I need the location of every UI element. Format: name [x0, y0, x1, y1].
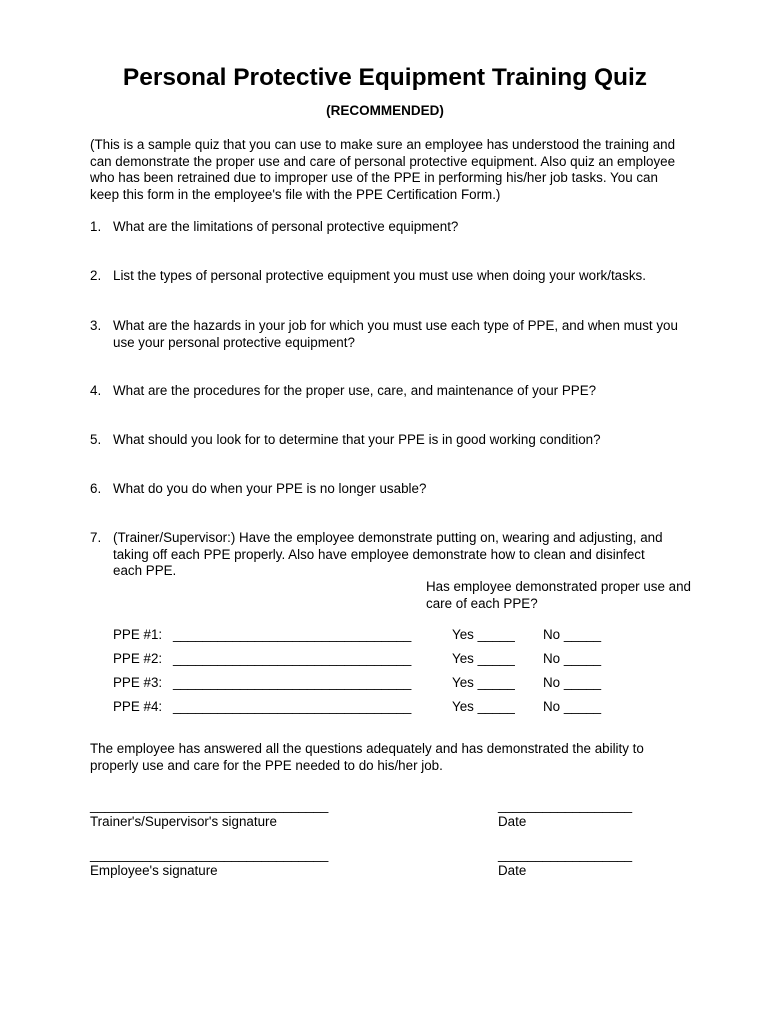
question-text: (Trainer/Supervisor:) Have the employee demonstrate putting on, wearing and adjusting, and taking off each PPE properly. Also have employee demonstrate how to clean and disinfect each PPE. [113, 530, 663, 578]
ppe-yes-field[interactable]: Yes _____ [452, 699, 515, 714]
ppe-yes-field[interactable]: Yes _____ [452, 651, 515, 666]
ppe-name-field[interactable]: ________________________________ [173, 651, 412, 666]
demo-question: Has employee demonstrated proper use and care of each PPE? [426, 579, 691, 611]
employee-signature-label: Employee's signature [90, 863, 218, 878]
question-text: What are the procedures for the proper use, care, and maintenance of your PPE? [113, 383, 597, 398]
ppe-name-field[interactable]: ________________________________ [173, 675, 412, 690]
ppe-label: PPE #2: [113, 651, 163, 666]
question-text: What should you look for to determine that your PPE is in good working condition? [113, 432, 601, 447]
page-title: Personal Protective Equipment Training Quiz [122, 64, 648, 91]
ppe-yes-field[interactable]: Yes _____ [452, 627, 515, 642]
trainer-signature-line[interactable]: ________________________________ [90, 798, 329, 813]
employee-date-line[interactable]: __________________ [498, 847, 633, 862]
question-number: 7. [90, 530, 102, 545]
conclusion-paragraph: The employee has answered all the questions adequately and has demonstrated the ability to properly use and care for the PPE needed to do his/her job. [90, 741, 644, 773]
ppe-yes-field[interactable]: Yes _____ [452, 675, 515, 690]
ppe-no-field[interactable]: No _____ [543, 699, 602, 714]
ppe-no-field[interactable]: No _____ [543, 675, 602, 690]
trainer-date-line[interactable]: __________________ [498, 798, 633, 813]
question-number: 2. [90, 268, 102, 283]
question-text: What are the hazards in your job for which you must use each type of PPE, and when must you use your personal protective equipment? [113, 318, 678, 350]
ppe-name-field[interactable]: ________________________________ [173, 627, 412, 642]
question-text: What are the limitations of personal protective equipment? [113, 219, 459, 234]
trainer-date-label: Date [498, 814, 527, 829]
intro-paragraph: (This is a sample quiz that you can use to make sure an employee has understood the training and can demonstrate the proper use and care of personal protective equipment. Also quiz an employee who has been retrained due to improper use of the PPE in performing his/her job tasks. You can keep this form in the employee's file with the PPE Certification Form.) [90, 137, 676, 202]
ppe-name-field[interactable]: ________________________________ [173, 699, 412, 714]
question-number: 1. [90, 219, 102, 234]
ppe-label: PPE #3: [113, 675, 163, 690]
question-text: List the types of personal protective equipment you must use when doing your work/tasks. [113, 268, 646, 283]
page-subtitle: (RECOMMENDED) [326, 103, 444, 118]
employee-signature-line[interactable]: ________________________________ [90, 847, 329, 862]
ppe-no-field[interactable]: No _____ [543, 627, 602, 642]
ppe-label: PPE #1: [113, 627, 163, 642]
question-number: 6. [90, 481, 102, 496]
question-number: 4. [90, 383, 102, 398]
ppe-label: PPE #4: [113, 699, 163, 714]
employee-date-label: Date [498, 863, 527, 878]
question-number: 3. [90, 318, 102, 333]
trainer-signature-label: Trainer's/Supervisor's signature [90, 814, 277, 829]
ppe-no-field[interactable]: No _____ [543, 651, 602, 666]
question-number: 5. [90, 432, 102, 447]
question-text: What do you do when your PPE is no longer usable? [113, 481, 427, 496]
